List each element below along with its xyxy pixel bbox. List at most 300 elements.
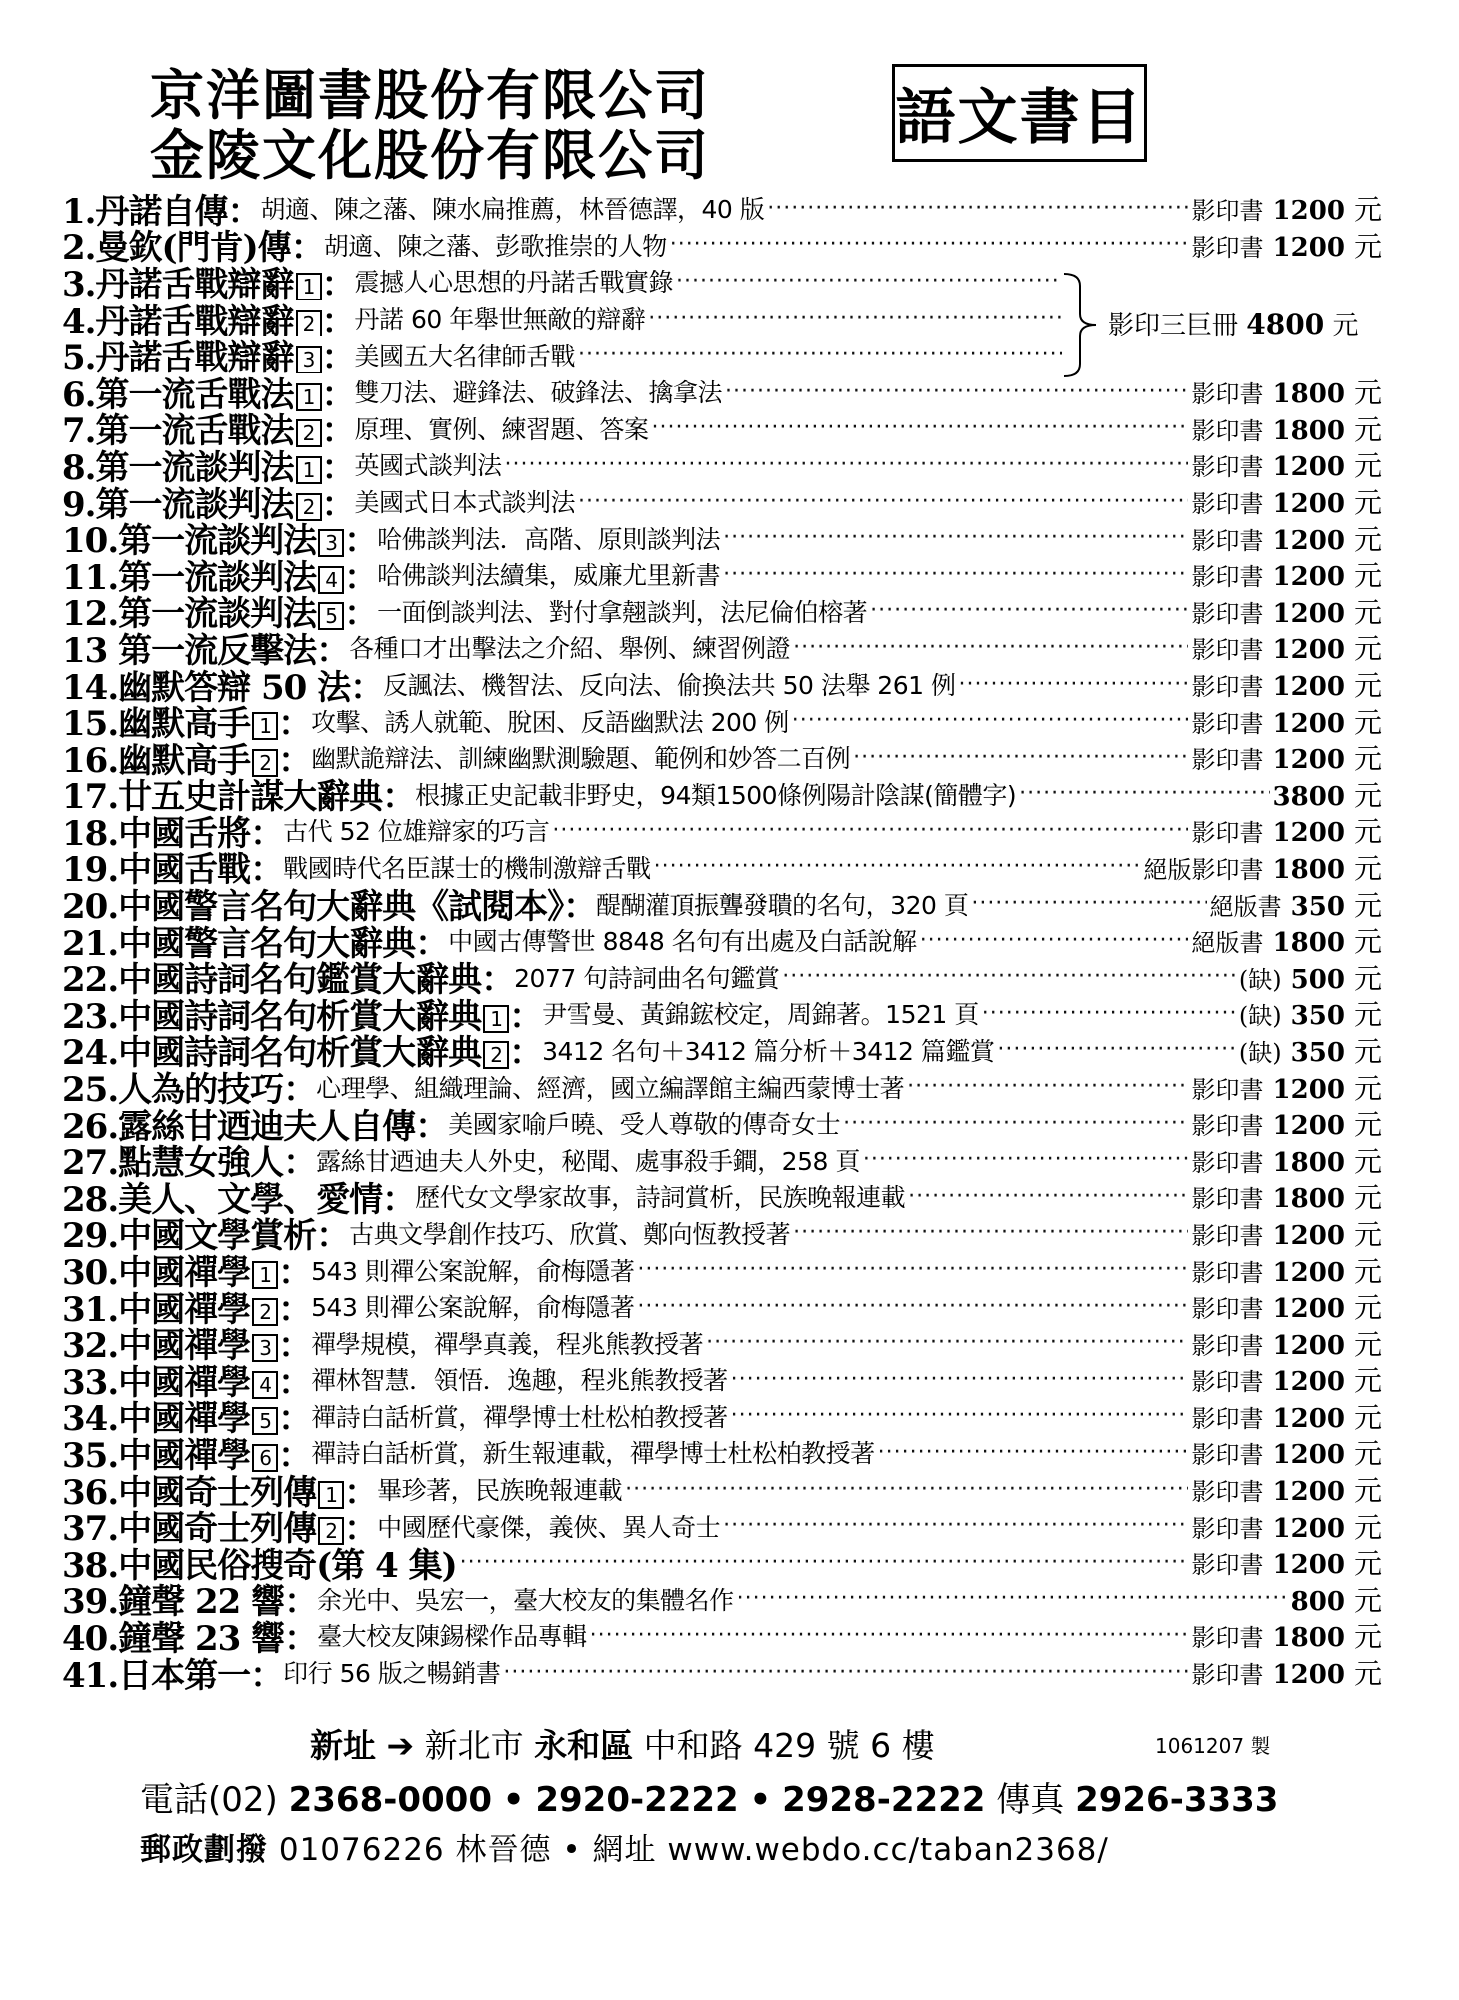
volume-badge: 6: [252, 1444, 278, 1472]
leader-dots: [907, 1074, 1188, 1099]
address-district: 永和區: [534, 1726, 634, 1765]
price-value: 1200: [1272, 635, 1345, 666]
book-row: [62, 227, 1382, 269]
book-title-text: 幽默高手: [118, 704, 251, 745]
leader-dots: [731, 1403, 1189, 1428]
price-value: 1200: [1272, 232, 1345, 263]
price-unit: 元: [1353, 1474, 1382, 1508]
book-price: [1239, 1030, 1382, 1070]
price-value: 1200: [1272, 196, 1345, 227]
book-title-text: 中國禪學: [118, 1435, 251, 1476]
book-title-text: 丹諾自傳: [95, 191, 228, 232]
book-number: 19.: [62, 850, 119, 891]
leader-dots: [1019, 781, 1269, 806]
book-price: [1191, 1652, 1382, 1692]
book-price: [1191, 701, 1382, 741]
book-price: [1191, 627, 1382, 667]
book-number: 3.: [62, 264, 96, 300]
book-description: 根據正史記載非野史，94類1500條例陽計陰謀(簡體字): [415, 780, 1017, 810]
book-description: 禪學規模，禪學真義，程兆熊教授著: [311, 1329, 704, 1359]
price-unit: 元: [1353, 1034, 1382, 1068]
price-value: 1200: [1272, 452, 1345, 483]
leader-dots: [723, 525, 1188, 550]
price-value: 1200: [1272, 1111, 1345, 1142]
address-city: 新北市: [424, 1726, 524, 1765]
price-unit: 元: [1353, 229, 1382, 263]
book-description: 禪林智慧．領悟．逸趣，程兆熊教授著: [311, 1366, 728, 1396]
volume-badge: 3: [296, 346, 322, 373]
book-price: [1273, 774, 1382, 814]
catalog-title: 語文書目: [892, 64, 1147, 162]
price-value: 350: [1290, 1001, 1345, 1032]
book-number: 2.: [62, 228, 96, 269]
price-unit: 元: [1353, 632, 1382, 666]
price-unit: 元: [1353, 851, 1382, 885]
leader-dots: [853, 745, 1188, 770]
book-price: [1191, 518, 1382, 558]
book-price: [1191, 591, 1382, 631]
book-number: 9.: [62, 484, 96, 525]
leader-dots: [725, 379, 1188, 404]
price-note: 影印書: [1191, 1514, 1264, 1543]
price-unit: 元: [1353, 486, 1382, 520]
price-unit: 元: [1353, 1291, 1382, 1325]
price-unit: 元: [1353, 412, 1382, 446]
leader-dots: [863, 1147, 1189, 1172]
price-unit: 元: [1353, 669, 1382, 703]
phone-line: [140, 1772, 1278, 1821]
leader-dots: [997, 1037, 1235, 1062]
price-note: 影印書: [1191, 1075, 1264, 1104]
book-title-text: 第一流談判法: [95, 484, 294, 525]
leader-dots: [958, 672, 1188, 697]
book-title: [62, 1648, 283, 1697]
book-price: [1191, 920, 1382, 960]
book-price: [1191, 737, 1382, 777]
book-number: 36.: [62, 1472, 119, 1513]
book-number: 41.: [62, 1655, 119, 1696]
leader-dots: [505, 452, 1189, 477]
book-number: 5.: [62, 338, 96, 373]
book-description: 歷代女文學家故事，詩詞賞析，民族晚報連載: [415, 1183, 906, 1213]
group-price: [1108, 305, 1359, 342]
book-description: 美國式日本式談判法: [354, 488, 576, 518]
title-separator: ：: [284, 1582, 318, 1623]
price-note: 影印書: [1191, 416, 1264, 445]
price-note: 影印書: [1191, 1221, 1264, 1250]
price-note: 影印書: [1191, 1331, 1264, 1360]
leader-dots: [878, 1440, 1189, 1465]
book-title-text: 點慧女強人: [118, 1143, 284, 1184]
book-description: 2077 句詩詞曲名句鑑賞: [514, 963, 780, 993]
price-note: 影印書: [1191, 1661, 1264, 1690]
price-unit: 元: [1353, 1144, 1382, 1178]
price-note: 影印書: [1191, 490, 1264, 519]
title-separator: ：: [284, 1618, 318, 1659]
price-note: 絕版書: [1209, 892, 1282, 921]
book-list: [62, 190, 1382, 1696]
leader-dots: [723, 1513, 1188, 1538]
book-price: [1191, 554, 1382, 594]
price-value: 1200: [1272, 489, 1345, 520]
price-unit: 元: [1353, 559, 1382, 593]
price-value: 500: [1290, 964, 1345, 995]
title-separator: ：: [278, 1253, 312, 1294]
price-note: 影印書: [1191, 526, 1264, 555]
price-value: 1200: [1272, 562, 1345, 593]
price-note: 影印書: [1191, 380, 1264, 409]
leader-dots: [793, 635, 1188, 660]
book-number: 11.: [62, 557, 119, 598]
book-price: [1191, 1432, 1382, 1472]
price-unit: 元: [1353, 1327, 1382, 1361]
title-separator: ：: [563, 887, 597, 928]
bullet-1: •: [502, 1780, 525, 1820]
book-row: [62, 1654, 1382, 1696]
price-value: 1800: [1272, 854, 1345, 885]
price-unit: 元: [1353, 1217, 1382, 1251]
price-unit: 元: [1353, 888, 1382, 922]
book-number: 6.: [62, 374, 96, 415]
book-title-text: 美人、文學、愛情: [118, 1179, 383, 1220]
volume-badge: 2: [296, 419, 322, 447]
book-description: 醍醐灌頂振聾發聵的名句，320 頁: [596, 890, 969, 920]
title-separator: ：: [321, 411, 355, 452]
book-number: 39.: [62, 1582, 119, 1623]
book-number: 32.: [62, 1326, 119, 1367]
price-note: 影印書: [1191, 709, 1264, 738]
address-label: 新址: [310, 1726, 376, 1765]
price-value: 1800: [1272, 379, 1345, 410]
title-separator: ：: [316, 1216, 350, 1257]
volume-badge: 1: [318, 1481, 344, 1509]
book-title-text: 中國舌將: [118, 813, 251, 854]
book-price: [1191, 408, 1382, 448]
price-note: 影印書: [1191, 636, 1264, 665]
book-description: 原理、實例、練習題、答案: [354, 414, 649, 444]
volume-badge: 5: [318, 602, 344, 630]
price-unit: 元: [1353, 376, 1382, 410]
book-number: 26.: [62, 1106, 119, 1147]
leader-dots: [982, 1001, 1236, 1026]
book-description: 古代 52 位雄辯家的巧言: [283, 817, 550, 847]
price-note: 影印書: [1191, 746, 1264, 775]
price-note: 影印書: [1191, 1112, 1264, 1141]
postal-line: [140, 1824, 1109, 1869]
book-title-text: 鐘聲 22 響: [118, 1582, 285, 1623]
book-description: 幽默詭辯法、訓練幽默測驗題、範例和妙答二百例: [311, 744, 851, 774]
price-note: 影印書: [1191, 1148, 1264, 1177]
title-separator: ：: [283, 1070, 317, 1111]
book-number: 14.: [62, 667, 119, 708]
price-value: 1200: [1272, 598, 1345, 629]
title-separator: ：: [382, 1179, 416, 1220]
book-number: 7.: [62, 411, 96, 452]
book-number: 25.: [62, 1070, 119, 1111]
price-value: 1200: [1272, 1330, 1345, 1361]
book-description: 美國五大名律師舌戰: [354, 341, 576, 371]
book-description: 戰國時代名臣謀士的機制激辯舌戰: [283, 853, 651, 883]
book-title-text: 丹諾舌戰辯辭: [95, 338, 294, 373]
book-number: 15.: [62, 704, 119, 745]
book-price: [1191, 1067, 1382, 1107]
volume-badge: 2: [252, 1298, 278, 1326]
price-value: 1800: [1272, 1184, 1345, 1215]
book-number: 29.: [62, 1216, 119, 1257]
title-separator: ：: [290, 228, 324, 269]
price-value: 1200: [1272, 818, 1345, 849]
title-separator: ：: [321, 301, 355, 337]
title-separator: ：: [321, 338, 355, 373]
title-separator: ：: [278, 1289, 312, 1330]
book-number: 38.: [62, 1545, 119, 1586]
book-price: [1191, 371, 1382, 411]
title-separator: ：: [344, 594, 378, 635]
title-separator: ：: [278, 1362, 312, 1403]
leader-dots: [654, 854, 1141, 879]
price-unit: 元: [1353, 1583, 1382, 1617]
volume-badge: 1: [252, 1261, 278, 1289]
price-value: 1800: [1272, 415, 1345, 446]
title-separator: ：: [509, 996, 543, 1037]
book-title-text: 幽默答辯 50 法: [118, 667, 351, 708]
volume-badge: 1: [252, 712, 278, 740]
leader-dots: [503, 1660, 1188, 1685]
book-description: 英國式談判法: [354, 451, 502, 481]
title-separator: ：: [316, 630, 350, 671]
leader-dots: [870, 598, 1188, 623]
book-title-text: 中國禪學: [118, 1289, 251, 1330]
book-description: 哈佛談判法續集，威廉尤里新書: [377, 561, 721, 591]
price-unit: 元: [1353, 1510, 1382, 1544]
price-value: 1200: [1272, 1257, 1345, 1288]
price-unit: 元: [1353, 778, 1382, 812]
book-title-text: 幽默高手: [118, 740, 251, 781]
volume-badge: 2: [483, 1041, 509, 1069]
book-description: 古典文學創作技巧、欣賞、鄭向恆教授著: [349, 1219, 791, 1249]
price-unit: 元: [1353, 1620, 1382, 1654]
company-name-2: 金陵文化股份有限公司: [150, 123, 710, 187]
volume-badge: 5: [252, 1407, 278, 1435]
leader-dots: [793, 1220, 1188, 1245]
book-price: [1191, 225, 1382, 265]
phone-label: 電話(02): [140, 1780, 278, 1820]
title-separator: ：: [278, 1435, 312, 1476]
book-title-text: 第一流舌戰法: [95, 411, 294, 452]
book-number: 4.: [62, 301, 96, 337]
book-title-text: 中國禪學: [118, 1399, 251, 1440]
volume-badge: 2: [296, 310, 322, 337]
price-note: (缺): [1238, 1038, 1282, 1067]
leader-dots: [737, 1586, 1288, 1611]
book-title-text: 第一流談判法: [118, 521, 317, 562]
price-value: 1200: [1272, 1513, 1345, 1544]
leader-dots: [625, 1477, 1188, 1502]
book-number: 31.: [62, 1289, 119, 1330]
phone-number-3: 2928-2222: [782, 1780, 986, 1820]
price-value: 1200: [1272, 525, 1345, 556]
volume-badge: 2: [296, 493, 322, 521]
price-note: 影印書: [1191, 1441, 1264, 1470]
price-note: 絕版書: [1191, 929, 1264, 958]
title-separator: ：: [344, 1472, 378, 1513]
book-description: 胡適、陳之藩、陳水扁推薦，林晉德譯，40 版: [260, 195, 765, 225]
book-title-text: 中國民俗搜奇(第 4 集): [118, 1545, 457, 1586]
book-description: 露絲甘迺迪夫人外史，秘聞、處事殺手鐧，258 頁: [316, 1146, 860, 1176]
book-description: 美國家喻戶曉、受人尊敬的傳奇女士: [448, 1110, 841, 1140]
book-title-text: 第一流舌戰法: [95, 374, 294, 415]
leader-dots: [971, 891, 1206, 916]
price-value: 800: [1290, 1586, 1345, 1617]
book-price: [1191, 810, 1382, 850]
price-note: 絕版影印書: [1143, 855, 1264, 884]
price-note: 影印書: [1191, 1404, 1264, 1433]
price-unit: 元: [1353, 961, 1382, 995]
price-note: 影印書: [1191, 673, 1264, 702]
book-number: 34.: [62, 1399, 119, 1440]
price-value: 1200: [1272, 1660, 1345, 1691]
title-separator: ：: [481, 960, 515, 1001]
book-number: 16.: [62, 740, 119, 781]
price-note: 影印書: [1191, 599, 1264, 628]
price-value: 1200: [1272, 1294, 1345, 1325]
price-note: 影印書: [1191, 1478, 1264, 1507]
group-bracket-icon: [1062, 272, 1102, 378]
book-description: 中國古傳警世 8848 名句有出處及白話說解: [448, 927, 917, 957]
price-unit: 元: [1353, 815, 1382, 849]
book-title-text: 中國詩詞名句析賞大辭典: [118, 1033, 482, 1074]
book-title-text: 第一流談判法: [118, 594, 317, 635]
book-title: [62, 263, 355, 300]
book-title-text: 中國奇士列傳: [118, 1472, 317, 1513]
price-value: 1200: [1272, 1440, 1345, 1471]
book-number: 22.: [62, 960, 119, 1001]
book-number: 33.: [62, 1362, 119, 1403]
book-description: 一面倒談判法、對付拿翹談判，法尼倫伯榕著: [377, 597, 868, 627]
price-note: 影印書: [1191, 1185, 1264, 1214]
book-description: 3412 名句＋3412 篇分析＋3412 篇鑑賞: [542, 1036, 995, 1066]
book-price: [1143, 847, 1382, 887]
postal-account: 01076226 林晉德: [278, 1832, 552, 1868]
bullet-2: •: [749, 1780, 772, 1820]
leader-dots: [590, 1623, 1189, 1648]
price-value: 1200: [1272, 1403, 1345, 1434]
volume-badge: 2: [252, 749, 278, 777]
book-row: [62, 263, 1062, 300]
price-value: 1200: [1272, 745, 1345, 776]
book-title-text: 中國禪學: [118, 1362, 251, 1403]
bullet-3: •: [562, 1832, 582, 1868]
book-price: [1191, 1506, 1382, 1546]
title-separator: ：: [321, 264, 355, 300]
price-note: (缺): [1238, 965, 1282, 994]
address-street: 中和路 429 號 6 樓: [643, 1726, 935, 1765]
book-title-text: 鐘聲 23 響: [118, 1618, 285, 1659]
title-separator: ：: [344, 557, 378, 598]
book-title-text: 中國禪學: [118, 1253, 251, 1294]
price-unit: 元: [1353, 742, 1382, 776]
book-title-text: 中國詩詞名句析賞大辭典: [118, 996, 482, 1037]
book-description: 雙刀法、避鋒法、破鋒法、擒拿法: [354, 378, 723, 408]
book-price: [1191, 481, 1382, 521]
group-price-unit: 元: [1332, 311, 1359, 341]
price-unit: 元: [1353, 925, 1382, 959]
leader-dots: [460, 1550, 1189, 1575]
price-note: 影印書: [1191, 453, 1264, 482]
book-description: 印行 56 版之暢銷書: [283, 1659, 501, 1689]
leader-dots: [782, 964, 1236, 989]
book-number: 40.: [62, 1618, 119, 1659]
book-description: 余光中、吳宏一，臺大校友的集體名作: [317, 1585, 734, 1615]
leader-dots: [767, 196, 1188, 221]
web-label: 網址: [592, 1832, 657, 1868]
book-description: 震撼人心思想的丹諾舌戰實錄: [354, 268, 674, 298]
price-value: 1800: [1272, 1147, 1345, 1178]
book-price: [1191, 1542, 1382, 1582]
price-note: 影印書: [1191, 1258, 1264, 1287]
price-note: (缺): [1238, 1002, 1282, 1031]
book-number: 13: [62, 630, 119, 671]
price-unit: 元: [1353, 1254, 1382, 1288]
price-value: 1200: [1272, 1477, 1345, 1508]
book-price: [1191, 1250, 1382, 1290]
book-price: [1210, 884, 1382, 924]
book-title-text: 中國舌戰: [118, 850, 251, 891]
price-unit: 元: [1353, 1657, 1382, 1691]
book-number: 17.: [62, 777, 119, 818]
book-number: 24.: [62, 1033, 119, 1074]
book-price: [1291, 1579, 1382, 1619]
price-value: 1200: [1272, 1550, 1345, 1581]
leader-dots: [920, 928, 1189, 953]
leader-dots: [723, 562, 1188, 587]
leader-dots: [676, 269, 1062, 294]
title-separator: ：: [382, 777, 416, 818]
price-unit: 元: [1353, 449, 1382, 483]
web-address[interactable]: www.webdo.cc/taban2368/: [667, 1832, 1109, 1868]
title-separator: ：: [283, 1143, 317, 1184]
volume-badge: 1: [296, 273, 322, 300]
price-unit: 元: [1353, 1071, 1382, 1105]
book-description: 中國歷代豪傑，義俠、異人奇士: [377, 1512, 721, 1542]
title-separator: ：: [509, 1033, 543, 1074]
book-price: [1191, 444, 1382, 484]
book-description: 哈佛談判法．高階、原則談判法: [377, 524, 721, 554]
company-name-1: 京洋圖書股份有限公司: [150, 63, 710, 127]
price-unit: 元: [1353, 1108, 1382, 1142]
leader-dots: [843, 1111, 1188, 1136]
price-note: 影印書: [1191, 819, 1264, 848]
book-price: [1239, 993, 1382, 1033]
book-price: [1191, 1359, 1382, 1399]
title-separator: ：: [250, 813, 284, 854]
leader-dots: [637, 1294, 1188, 1319]
book-number: 37.: [62, 1509, 119, 1550]
book-price: [1239, 957, 1382, 997]
price-value: 1200: [1272, 1367, 1345, 1398]
book-title-text: 丹諾舌戰辯辭: [95, 264, 294, 300]
book-description: 各種口才出擊法之介紹、舉例、練習例證: [349, 634, 791, 664]
book-row: [62, 300, 1062, 337]
book-title-text: 曼欽(門肯)傳: [95, 228, 291, 269]
price-note: 影印書: [1191, 1295, 1264, 1324]
group-price-value: 4800: [1246, 308, 1325, 341]
book-title-text: 第一流談判法: [118, 557, 317, 598]
book-title-text: 廿五史計謀大辭典: [118, 777, 383, 818]
book-price: [1191, 1103, 1382, 1143]
leader-dots: [637, 1257, 1188, 1282]
book-number: 1.: [62, 191, 96, 232]
